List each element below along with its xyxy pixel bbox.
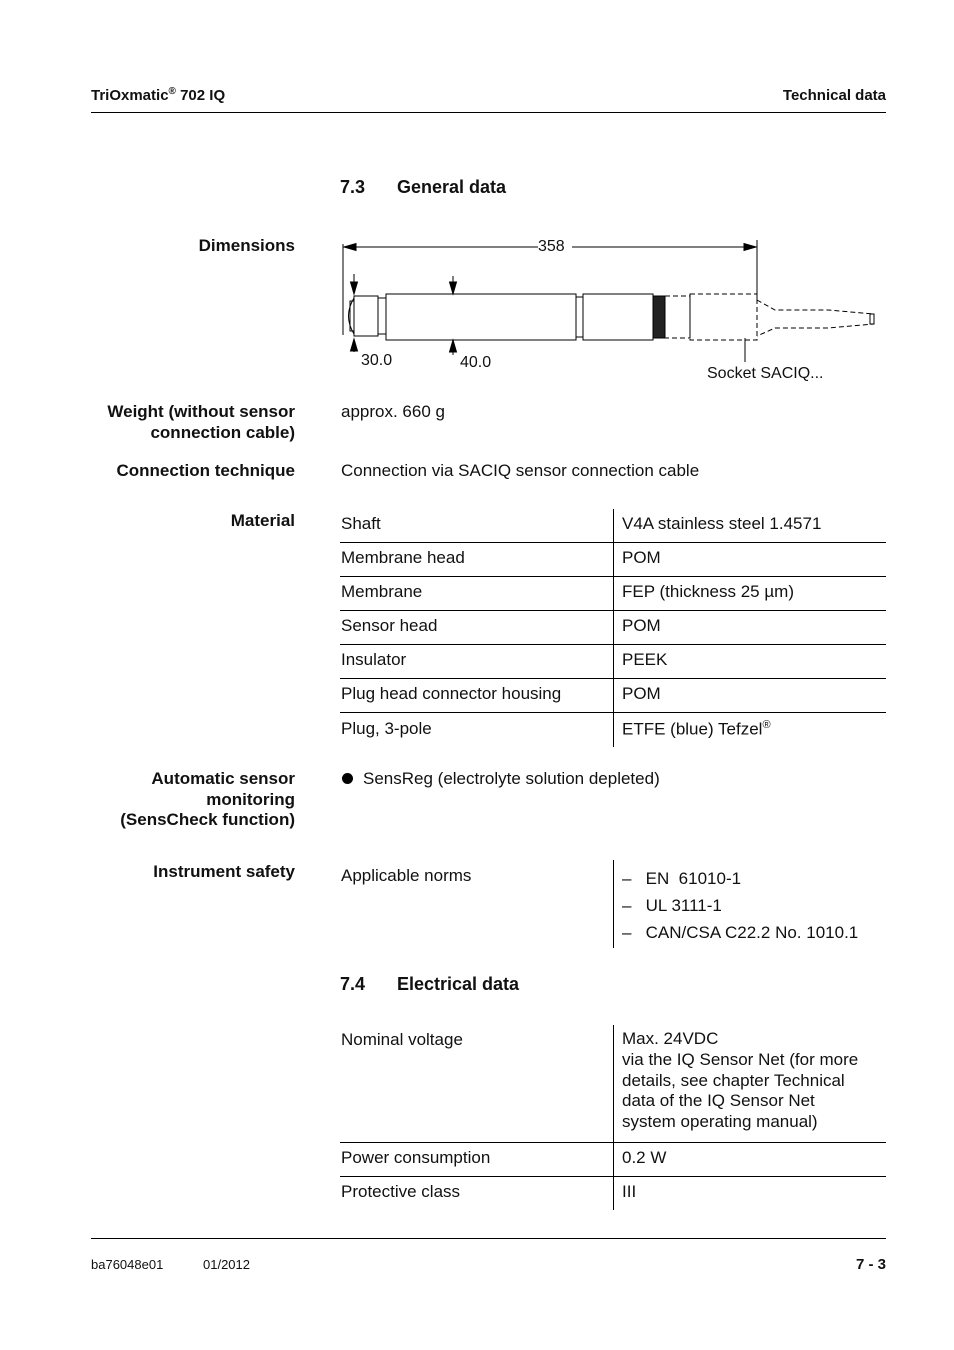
electrical-value: III xyxy=(613,1177,886,1210)
list-item: – CAN/CSA C22.2 No. 1010.1 xyxy=(622,923,859,942)
material-part: Plug, 3-pole xyxy=(341,719,432,738)
material-part: Membrane xyxy=(341,582,423,601)
footer-rule xyxy=(91,1238,886,1239)
norms-list xyxy=(613,860,886,948)
material-value: FEP (thickness 25 µm) xyxy=(613,577,886,610)
table-row xyxy=(340,860,886,948)
material-value: POM xyxy=(613,543,886,576)
table-row xyxy=(340,645,886,679)
dimension-diameter-small: 30.0 xyxy=(361,352,393,369)
material-part: Plug head connector housing xyxy=(341,684,562,703)
weight-value: approx. 660 g xyxy=(341,402,445,421)
monitoring-label: Automatic sensor monitoring (SensCheck function) xyxy=(120,769,295,829)
electrical-key: Protective class xyxy=(341,1182,461,1201)
material-value: V4A stainless steel 1.4571 xyxy=(613,509,886,542)
material-value: ETFE (blue) Tefzel® xyxy=(613,713,886,747)
connection-value: Connection via SACIQ sensor connection cable xyxy=(341,461,700,480)
footer-doc-id: ba76048e01 xyxy=(91,1257,164,1272)
section-number-7-3: 7.3 xyxy=(340,177,366,197)
dimension-length: 358 xyxy=(538,238,565,255)
electrical-key: Nominal voltage xyxy=(341,1030,463,1049)
electrical-table xyxy=(340,1025,886,1210)
header-title: TriOxmatic® 702 IQ xyxy=(91,86,226,104)
table-row xyxy=(340,1143,886,1177)
header-rule xyxy=(91,112,886,113)
material-value: PEEK xyxy=(613,645,886,678)
table-row xyxy=(340,1177,886,1210)
section-number-7-4: 7.4 xyxy=(340,974,366,994)
connection-label: Connection technique xyxy=(116,461,295,480)
monitoring-bullet-text: SensReg (electrolyte solution depleted) xyxy=(363,769,660,788)
electrical-value: Max. 24VDC via the IQ Sensor Net (for more details, see chapter Technical data of the IQ Sensor Net system operating manual) xyxy=(613,1025,886,1142)
socket-label: Socket SACIQ... xyxy=(707,365,824,382)
material-value: POM xyxy=(613,611,886,644)
page-number: 7 - 3 xyxy=(855,1256,886,1273)
weight-label: Weight (without sensor connection cable) xyxy=(107,402,295,442)
dimension-diameter-large: 40.0 xyxy=(460,354,492,371)
section-title-general: General data xyxy=(397,177,507,197)
table-row xyxy=(340,713,886,747)
material-label: Material xyxy=(230,511,295,530)
material-part: Shaft xyxy=(341,514,381,533)
table-row xyxy=(340,577,886,611)
safety-table xyxy=(340,860,886,948)
material-part: Insulator xyxy=(341,650,407,669)
list-item: – UL 3111-1 xyxy=(622,896,722,915)
table-row xyxy=(340,611,886,645)
header-section: Technical data xyxy=(782,87,886,104)
electrical-key: Power consumption xyxy=(341,1148,491,1167)
table-row xyxy=(340,1025,886,1143)
table-row xyxy=(340,509,886,543)
table-row xyxy=(340,679,886,713)
table-row xyxy=(340,543,886,577)
dimensions-label: Dimensions xyxy=(198,236,295,255)
material-part: Sensor head xyxy=(341,616,438,635)
section-title-electrical: Electrical data xyxy=(397,974,520,994)
footer-date: 01/2012 xyxy=(203,1257,250,1272)
safety-label: Instrument safety xyxy=(153,862,295,881)
material-value: POM xyxy=(613,679,886,712)
bullet-icon xyxy=(342,773,353,784)
electrical-value: 0.2 W xyxy=(613,1143,886,1176)
safety-key: Applicable norms xyxy=(341,866,472,885)
list-item: – EN 61010-1 xyxy=(622,869,742,888)
material-part: Membrane head xyxy=(341,548,465,567)
material-table xyxy=(340,509,886,747)
